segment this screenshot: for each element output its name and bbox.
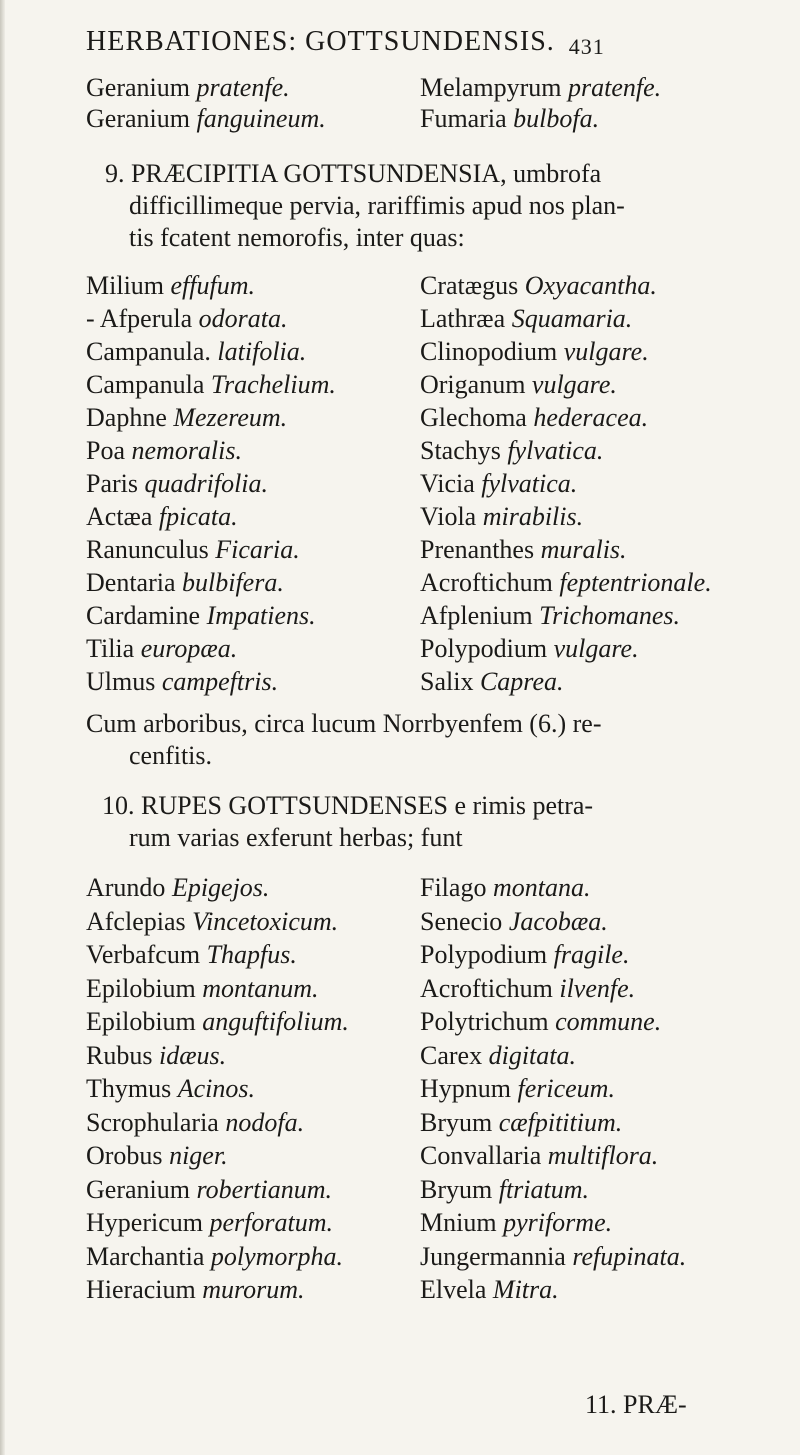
species-epithet: vulgare. <box>563 337 649 366</box>
genus-name: Bryum <box>420 1107 493 1137</box>
species-epithet: robertianum. <box>196 1174 333 1204</box>
plant-entry-l <box>86 1140 228 1172</box>
genus-name: Afplenium <box>420 601 533 630</box>
species-epithet: Jacobæa. <box>508 906 608 936</box>
plant-entry-r <box>420 600 680 632</box>
species-epithet: fericeum. <box>517 1074 615 1103</box>
plant-entry-r <box>420 369 617 401</box>
genus-name: Marchantia <box>86 1241 205 1271</box>
genus-name: Acroftichum <box>420 568 553 597</box>
species-epithet: fylvatica. <box>507 436 604 465</box>
species-epithet: fanguineum. <box>196 104 326 133</box>
species-epithet: pratenfe. <box>196 73 290 102</box>
genus-name: Geranium <box>86 1174 190 1204</box>
plant-entry-l <box>86 1207 333 1239</box>
genus-name: Convallaria <box>420 1141 542 1170</box>
plant-entry-r <box>420 939 629 971</box>
species-epithet: anguftifolium. <box>202 1007 349 1036</box>
genus-name: Elvela <box>420 1275 487 1304</box>
species-epithet: murorum. <box>202 1275 305 1304</box>
species-epithet: quadrifolia. <box>144 469 269 498</box>
plant-entry-l <box>86 1241 343 1273</box>
genus-name: Hypnum <box>420 1074 511 1103</box>
genus-name: Rubus <box>86 1040 153 1070</box>
genus-name: Campanula <box>86 370 205 399</box>
genus-name: Milium <box>86 271 165 300</box>
genus-name: Origanum <box>420 370 526 399</box>
species-epithet: fylvatica. <box>481 469 578 498</box>
genus-name: Hypericum <box>86 1208 203 1237</box>
species-epithet: campeftris. <box>161 667 279 696</box>
plant-entry-l <box>86 633 237 665</box>
genus-name: Stachys <box>420 436 501 465</box>
plant-entry-l <box>86 534 300 566</box>
genus-name: Clinopodium <box>420 337 558 366</box>
plant-entry-r <box>420 534 627 566</box>
species-epithet: Vincetoxicum. <box>192 906 339 936</box>
plant-entry-r <box>420 1274 559 1306</box>
plant-entry-l <box>86 336 306 368</box>
genus-name: Polytrichum <box>420 1007 549 1036</box>
species-epithet: latifolia. <box>217 337 307 366</box>
plant-entry-r <box>420 402 648 434</box>
plant-entry-l <box>86 72 290 104</box>
genus-name: Filago <box>420 873 487 902</box>
genus-name: Geranium <box>86 73 190 102</box>
species-epithet: montana. <box>492 873 591 902</box>
section-9-line-2: difficillimeque pervia, rariffimis apud nos plan- <box>129 191 625 220</box>
plant-entry-l <box>86 270 255 302</box>
section-10-line-2: rum varias exferunt herbas; funt <box>129 823 463 852</box>
plant-entry-r <box>420 1140 658 1172</box>
genus-name: Verbafcum <box>86 940 201 969</box>
plant-entry-r <box>420 1107 622 1139</box>
plant-entry-l <box>86 906 338 938</box>
plant-entry-l <box>86 1073 255 1105</box>
plant-entry-r <box>420 1241 686 1273</box>
genus-name: Paris <box>86 469 138 498</box>
genus-name: Fumaria <box>420 104 507 133</box>
genus-name: Thymus <box>86 1074 172 1103</box>
plant-entry-r <box>420 435 603 467</box>
plant-entry-l <box>86 435 242 467</box>
genus-name: Ulmus <box>86 667 156 696</box>
plant-entry-l <box>86 1274 305 1306</box>
species-epithet: Mezereum. <box>173 403 288 432</box>
plant-entry-r <box>420 872 590 904</box>
species-epithet: Oxyacantha. <box>524 271 657 300</box>
genus-name: Actæa <box>86 502 153 531</box>
species-epithet: multiflora. <box>547 1141 659 1170</box>
plant-entry-r <box>420 1174 589 1206</box>
section-9-line-3: tis fcatent nemorofis, inter quas: <box>129 223 465 252</box>
species-epithet: pyriforme. <box>503 1208 613 1237</box>
genus-name: Salix <box>420 667 474 696</box>
species-epithet: digitata. <box>488 1040 576 1070</box>
plant-entry-r <box>420 270 657 302</box>
plant-entry-r <box>420 1207 612 1239</box>
species-epithet: muralis. <box>540 535 627 564</box>
species-epithet: mirabilis. <box>482 502 584 531</box>
genus-name: Senecio <box>420 906 503 936</box>
plant-entry-r <box>420 906 608 938</box>
species-epithet: europæa. <box>140 634 238 663</box>
genus-name: Jungermannia <box>420 1241 566 1271</box>
species-epithet: Trachelium. <box>210 370 336 399</box>
catchword: 11. PRÆ- <box>585 1390 687 1419</box>
plant-entry-l <box>86 103 326 135</box>
plant-entry-r <box>420 72 661 104</box>
section-9-line-1: 9. PRÆCIPITIA GOTTSUNDENSIA, umbrofa <box>105 159 602 188</box>
genus-name: Epilobium <box>86 1007 196 1036</box>
genus-name: Glechoma <box>420 403 527 432</box>
genus-name: Dentaria <box>86 568 176 597</box>
plant-entry-l <box>86 402 287 434</box>
plant-entry-r <box>420 1006 661 1038</box>
plant-entry-l <box>86 369 336 401</box>
species-epithet: bulbifera. <box>182 568 284 597</box>
plant-entry-l <box>86 1174 332 1206</box>
species-epithet: fpicata. <box>158 502 238 531</box>
species-epithet: perforatum. <box>209 1208 333 1237</box>
species-epithet: ilvenfe. <box>559 973 636 1003</box>
species-epithet: Epigejos. <box>171 873 270 902</box>
species-epithet: pratenfe. <box>568 73 662 102</box>
species-epithet: Thapfus. <box>206 940 297 969</box>
species-epithet: hederacea. <box>533 403 649 432</box>
species-epithet: Acinos. <box>177 1074 255 1103</box>
plant-entry-r <box>420 666 564 698</box>
species-epithet: bulbofa. <box>513 104 600 133</box>
running-header <box>86 26 776 58</box>
plant-entry-r <box>420 468 577 500</box>
header-title: HERBATIONES: GOTTSUNDENSIS. <box>86 26 555 57</box>
species-epithet: Mitra. <box>492 1275 559 1304</box>
species-epithet: montanum. <box>202 973 319 1003</box>
cum-line-2: cenfitis. <box>129 741 213 770</box>
genus-name: Afclepias <box>86 906 186 936</box>
species-epithet: vulgare. <box>553 634 639 663</box>
plant-entry-l <box>86 939 297 971</box>
genus-name: Tilia <box>86 634 135 663</box>
species-epithet: Trichomanes. <box>539 601 680 630</box>
genus-name: Cratægus <box>420 271 519 300</box>
genus-name: Campanula. <box>86 337 211 366</box>
plant-entry-r <box>420 1073 615 1105</box>
species-epithet: polymorpha. <box>210 1241 344 1271</box>
plant-entry-l <box>86 872 269 904</box>
genus-name: Melampyrum <box>420 73 562 102</box>
plant-entry-l <box>86 666 278 698</box>
plant-entry-r <box>420 501 583 533</box>
species-epithet: commune. <box>555 1007 662 1036</box>
species-epithet: refupinata. <box>572 1241 687 1271</box>
genus-name: Lathræa <box>420 304 506 333</box>
plant-entry-l <box>86 1006 349 1038</box>
genus-name: Vicia <box>420 469 475 498</box>
plant-entry-l <box>86 600 316 632</box>
plant-entry-l <box>86 501 238 533</box>
genus-name: Scrophularia <box>86 1107 219 1137</box>
plant-entry-r <box>420 973 635 1005</box>
genus-name: Orobus <box>86 1141 163 1170</box>
plant-entry-r <box>420 567 712 599</box>
genus-name: Viola <box>420 502 477 531</box>
plant-entry-l <box>86 973 319 1005</box>
page-number: 431 <box>568 34 605 59</box>
plant-entry-r <box>420 103 599 135</box>
species-epithet: vulgare. <box>531 370 617 399</box>
genus-name: Carex <box>420 1040 483 1070</box>
plant-entry-l <box>86 567 284 599</box>
cum-line-1: Cum arboribus, circa lucum Norrbyenfem (6.) re- <box>86 709 602 738</box>
genus-name: Ranunculus <box>86 535 209 564</box>
species-epithet: Ficaria. <box>215 535 300 564</box>
plant-entry-l <box>86 303 287 335</box>
species-epithet: feptentrionale. <box>559 568 712 597</box>
species-epithet: odorata. <box>198 304 288 333</box>
species-epithet: niger. <box>169 1141 228 1170</box>
plant-entry-l <box>86 1040 226 1072</box>
genus-name: Polypodium <box>420 940 548 969</box>
species-epithet: ftriatum. <box>498 1174 590 1204</box>
genus-name: Cardamine <box>86 601 201 630</box>
plant-entry-r <box>420 303 632 335</box>
genus-name: Daphne <box>86 403 167 432</box>
genus-name: Prenanthes <box>420 535 535 564</box>
species-epithet: fragile. <box>553 940 630 969</box>
genus-name: Hieracium <box>86 1275 196 1304</box>
plant-entry-r <box>420 1040 576 1072</box>
species-epithet: idæus. <box>158 1040 227 1070</box>
genus-name: Geranium <box>86 104 190 133</box>
species-epithet: Squamaria. <box>511 304 633 333</box>
species-epithet: Impatiens. <box>206 601 316 630</box>
plant-entry-l <box>86 1107 304 1139</box>
section-10-line-1: 10. RUPES GOTTSUNDENSES e rimis petra- <box>102 791 594 820</box>
page-edge <box>0 0 5 1455</box>
plant-entry-r <box>420 633 639 665</box>
genus-name: Polypodium <box>420 634 548 663</box>
genus-name: Poa <box>86 436 125 465</box>
genus-name: Acroftichum <box>420 973 553 1003</box>
species-epithet: cæfpititium. <box>498 1107 623 1137</box>
plant-entry-r <box>420 336 649 368</box>
species-epithet: Caprea. <box>479 667 564 696</box>
genus-name: Epilobium <box>86 973 196 1003</box>
species-epithet: effufum. <box>170 271 256 300</box>
species-epithet: nemoralis. <box>131 436 242 465</box>
plant-entry-l <box>86 468 268 500</box>
genus-name: Mnium <box>420 1208 497 1237</box>
genus-name: - Afperula <box>86 304 193 333</box>
genus-name: Arundo <box>86 873 166 902</box>
genus-name: Bryum <box>420 1174 493 1204</box>
species-epithet: nodofa. <box>225 1107 305 1137</box>
